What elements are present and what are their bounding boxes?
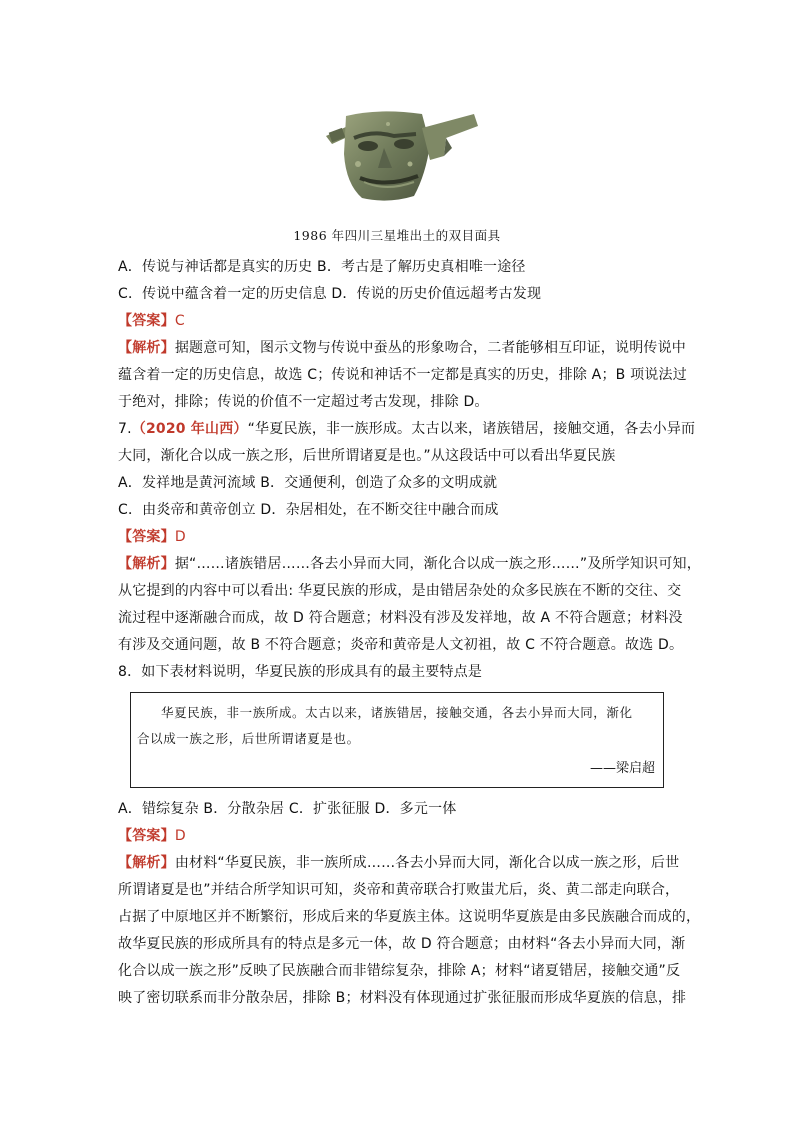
- answer-label: 【答案】: [118, 313, 175, 329]
- question-number: 7.: [118, 421, 132, 437]
- q8-answer: [118, 823, 678, 850]
- answer-label: 【答案】: [118, 529, 175, 545]
- q8-analysis-line5: 化合以成一族之形”反映了民族融合而非错综复杂，排除 A；材料“诸夏错居，接触交通”反: [118, 963, 681, 979]
- answer-value: D: [174, 529, 186, 545]
- analysis-text: 据“……诸族错居……各去小异而大同，渐化合以成一族之形……”及所学知识可知，: [174, 556, 701, 572]
- q7-analysis-line3: 流过程中逐渐融合而成，故 D 符合题意；材料没有涉及发祥地，故 A 不符合题意；材料没: [118, 610, 683, 626]
- q6-options-cd: C．传说中蕴含着一定的历史信息 D．传说的历史价值远超考古发现: [118, 286, 542, 302]
- answer-value: C: [174, 313, 185, 329]
- bronze-mask-image: [318, 104, 484, 204]
- answer-label: 【答案】: [118, 828, 175, 844]
- q7-analysis-line4: 有涉及交通问题，故 B 不符合题意；炎帝和黄帝是人文初祖，故 C 不符合题意。故选 D。: [118, 637, 684, 653]
- figure-caption: 1986 年四川三星堆出土的双目面具: [293, 228, 501, 243]
- q7-analysis-line2: 从它提到的内容中可以看出: 华夏民族的形成，是由错居杂处的众多民族在不断的交往、交: [118, 583, 682, 599]
- q8-analysis-line1: [118, 850, 678, 877]
- q7-stem-line1: [118, 416, 696, 443]
- quote-author: ——梁启超: [589, 761, 655, 776]
- q6-analysis-line3: 于绝对，排除；传说的价值不一定超过考古发现，排除 D。: [118, 394, 489, 410]
- analysis-text: 据题意可知，图示文物与传说中蚕丛的形象吻合，二者能够相互印证，说明传说中: [174, 340, 687, 356]
- analysis-label: 【解析】: [118, 340, 175, 356]
- q8-quote-box: [130, 692, 664, 788]
- q6-analysis-line1: [118, 335, 687, 362]
- q6-options-ab: A．传说与神话都是真实的历史 B．考古是了解历史真相唯一途径: [118, 259, 526, 275]
- quote-line2: 合以成一族之形，后世所谓诸夏是也。: [137, 731, 360, 746]
- q8-analysis-line3: 占据了中原地区并不断繁衍，形成后来的华夏族主体。这说明华夏族是由多民族融合而成的，: [118, 909, 701, 925]
- q8-analysis-line2: 所谓诸夏是也”并结合所学知识可知，炎帝和黄帝联合打败蚩尤后，炎、黄二部走向联合，: [118, 882, 680, 898]
- analysis-label: 【解析】: [118, 556, 175, 572]
- analysis-label: 【解析】: [118, 855, 175, 871]
- q8-analysis-line4: 故华夏民族的形成所具有的特点是多元一体，故 D 符合题意；由材料“各去小异而大同，渐: [118, 936, 686, 952]
- q6-analysis-line2: 蕴含着一定的历史信息，故选 C；传说和神话不一定都是真实的历史，排除 A；B 项说法过: [118, 367, 687, 383]
- quote-line1: 华夏民族，非一族所成。太古以来，诸族错居，接触交通，各去小异而大同，渐化: [161, 705, 633, 720]
- q7-answer: [118, 524, 678, 551]
- analysis-text: 由材料“华夏民族，非一族所成……各去小异而大同，渐化合以成一族之形，后世: [174, 855, 680, 871]
- q7-stem-line2: 大同，渐化合以成一族之形，后世所谓诸夏是也。”从这段话中可以看出华夏民族: [118, 448, 616, 464]
- question-content: [118, 254, 701, 1012]
- question-source: （2020 年山西）: [131, 421, 248, 437]
- q8-analysis-line6: 映了密切联系而非分散杂居，排除 B；材料没有体现通过扩张征服而形成华夏族的信息，排: [118, 990, 687, 1006]
- q8-options: A．错综复杂 B．分散杂居 C．扩张征服 D．多元一体: [118, 801, 457, 817]
- q7-options-cd: C．由炎帝和黄帝创立 D．杂居相处，在不断交往中融合而成: [118, 502, 499, 518]
- bronze-mask-illustration: [318, 104, 484, 204]
- q6-answer: [118, 308, 678, 335]
- answer-value: D: [174, 828, 186, 844]
- q7-analysis-line1: [118, 551, 701, 578]
- q8-stem: 8．如下表材料说明，华夏民族的形成具有的最主要特点是: [118, 664, 483, 680]
- stem-text: “华夏民族，非一族形成。太古以来，诸族错居，接触交通，各去小异而: [247, 421, 696, 437]
- q7-options-ab: A．发祥地是黄河流域 B．交通便利，创造了众多的文明成就: [118, 475, 498, 491]
